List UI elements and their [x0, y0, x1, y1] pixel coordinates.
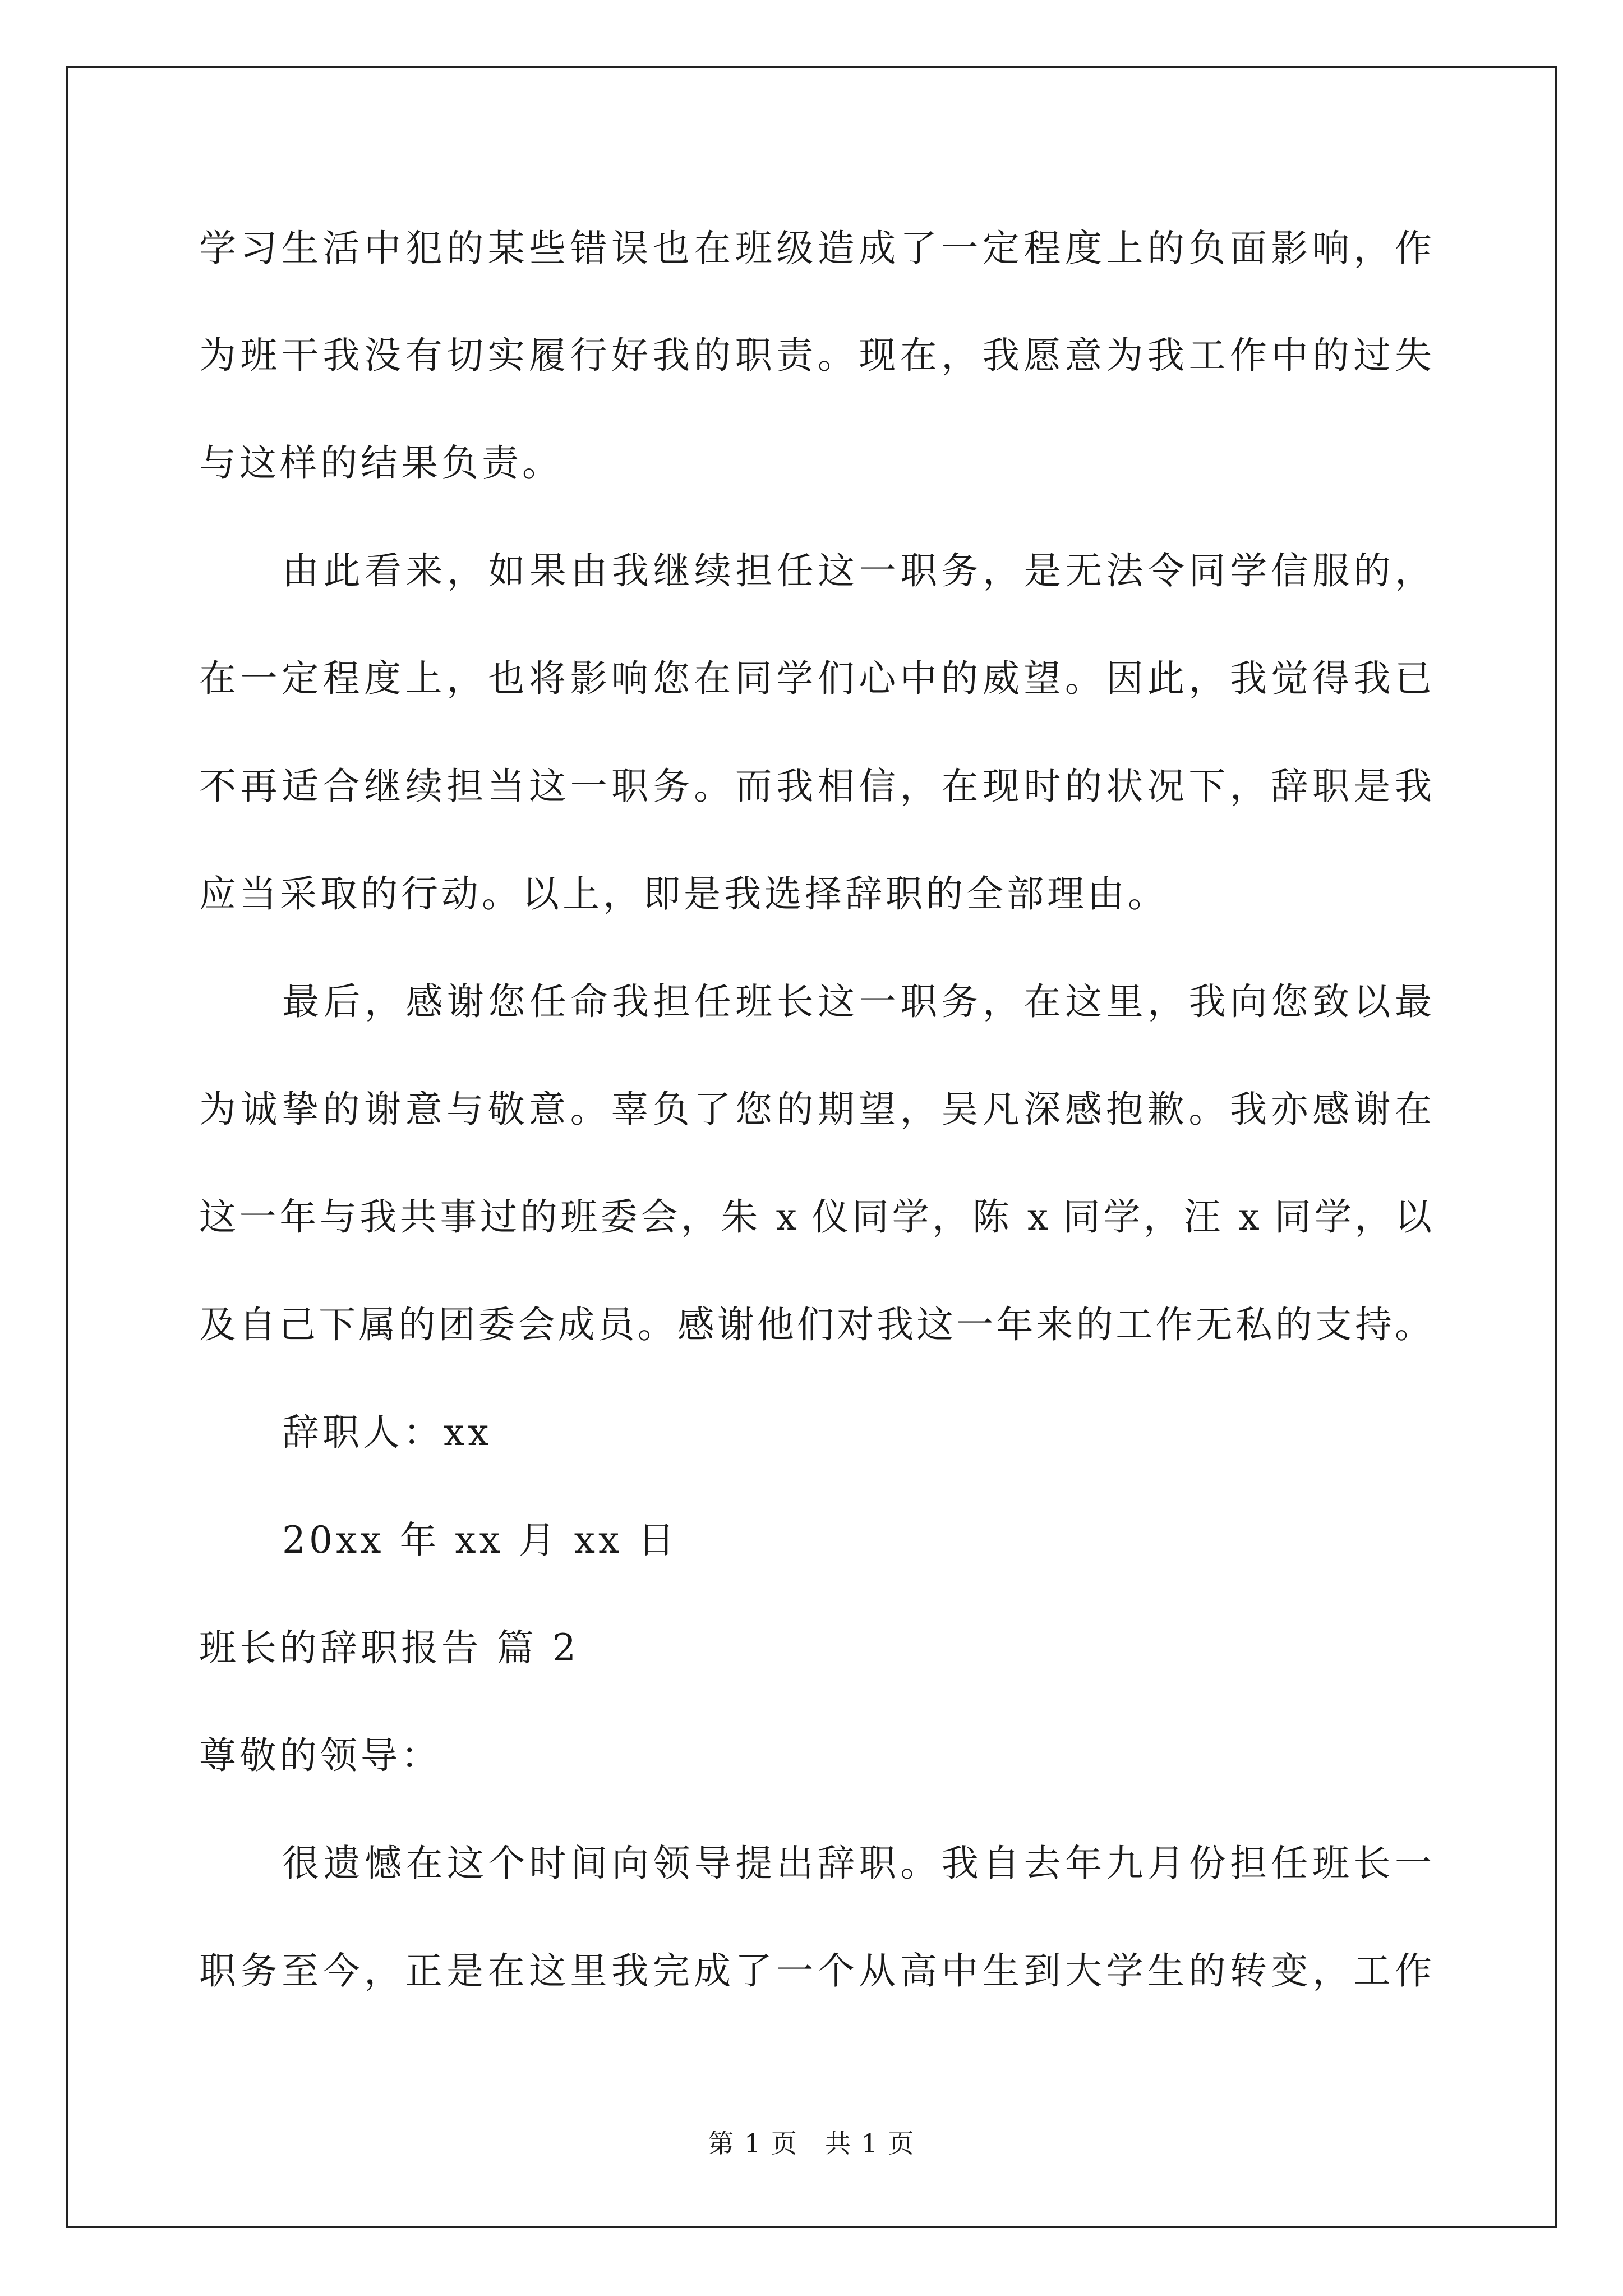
paragraph-line: 不再适合继续担当这一职务。而我相信，在现时的状况下，辞职是我 — [199, 765, 1432, 808]
page-border — [66, 66, 1557, 2228]
section-heading: 班长的辞职报告 篇 2 — [199, 1626, 579, 1669]
page-number: 第 1 页 共 1 页 — [708, 2128, 915, 2159]
paragraph-line: 为班干我没有切实履行好我的职责。现在，我愿意为我工作中的过失 — [199, 334, 1432, 377]
paragraph-line: 这一年与我共事过的班委会，朱 x 仪同学，陈 x 同学，汪 x 同学，以 — [199, 1195, 1432, 1239]
paragraph-line: 最后，感谢您任命我担任班长这一职务，在这里，我向您致以最 — [282, 980, 1432, 1023]
signature-date: 20xx 年 xx 月 xx 日 — [282, 1519, 679, 1562]
paragraph-line: 很遗憾在这个时间向领导提出辞职。我自去年九月份担任班长一 — [282, 1842, 1432, 1885]
paragraph-line: 学习生活中犯的某些错误也在班级造成了一定程度上的负面影响，作 — [199, 227, 1432, 270]
signature-name: 辞职人：xx — [282, 1411, 492, 1454]
paragraph-line: 及自己下属的团委会成员。感谢他们对我这一年来的工作无私的支持。 — [199, 1303, 1432, 1346]
salutation: 尊敬的领导： — [199, 1734, 441, 1777]
paragraph-line: 由此看来，如果由我继续担任这一职务，是无法令同学信服的， — [282, 549, 1432, 592]
paragraph-line: 与这样的结果负责。 — [199, 441, 562, 485]
paragraph-line: 应当采取的行动。以上，即是我选择辞职的全部理由。 — [199, 872, 1168, 915]
paragraph-line: 为诚挚的谢意与敬意。辜负了您的期望，吴凡深感抱歉。我亦感谢在 — [199, 1088, 1432, 1131]
paragraph-line: 在一定程度上，也将影响您在同学们心中的威望。因此，我觉得我已 — [199, 657, 1432, 700]
paragraph-line: 职务至今，正是在这里我完成了一个从高中生到大学生的转变，工作 — [199, 1949, 1432, 1993]
